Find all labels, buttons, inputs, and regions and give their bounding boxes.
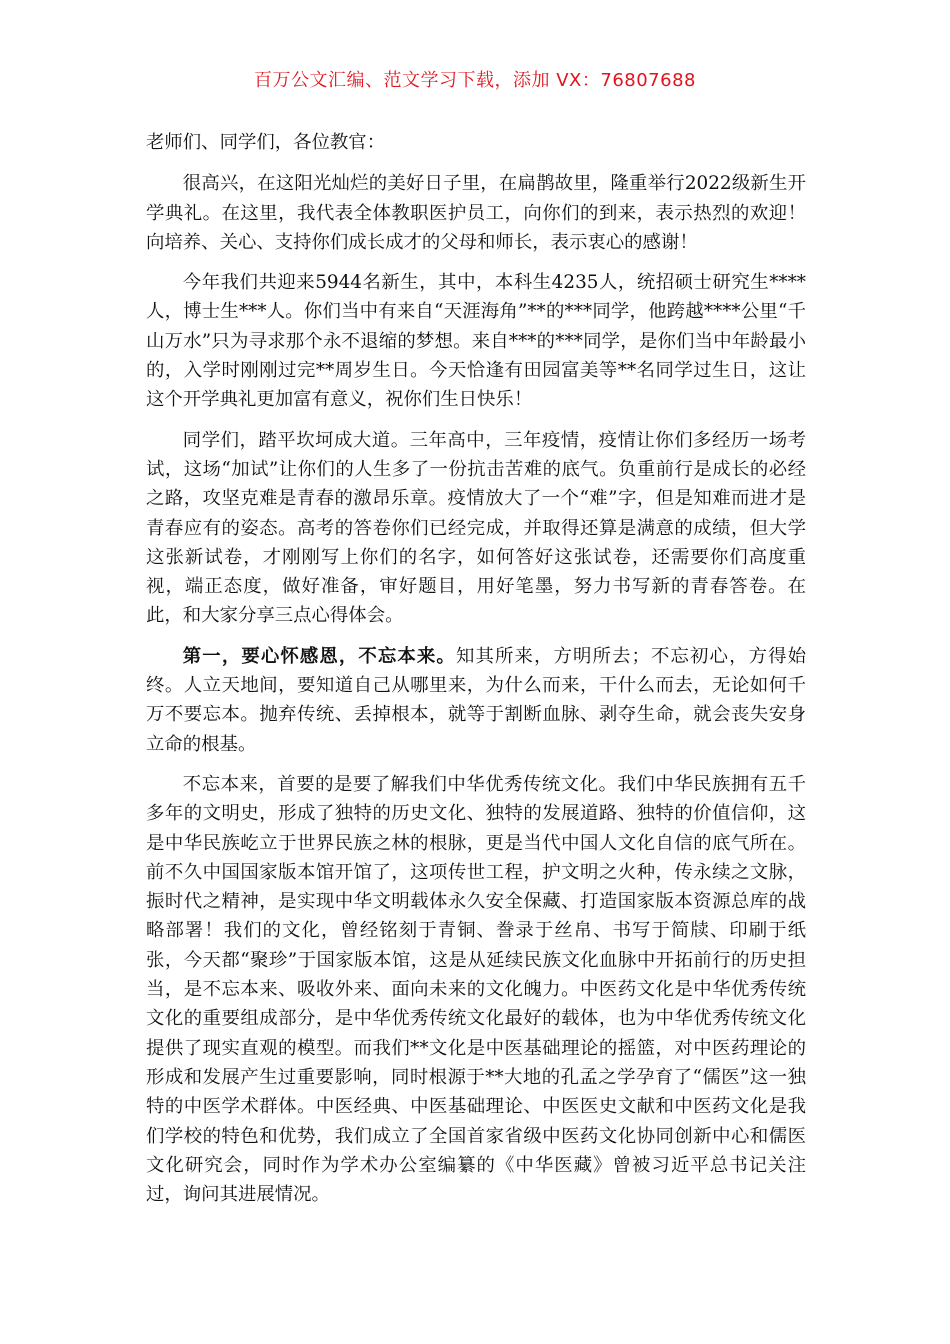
salutation: 老师们、同学们，各位教官：	[146, 132, 386, 153]
paragraph	[146, 770, 806, 1209]
paragraph-lead-first-point: 第一，要心怀感恩，不忘本来。	[182, 645, 456, 667]
paragraph-text: 今年我们共迎来5944名新生，其中，本科生4235人，统招硕士研究生****人，博士生***人。你们当中有来自“天涯海角”**的***同学，他跨越****公里“千山万水”只为寻求那个永不退缩的梦想。来自***的***同学，是你们当中年龄最小的，入学时刚刚过完**周岁生日。今天恰逢有田园富美等**名同学过生日，这让这个开学典礼更加富有意义，祝你们生日快乐！	[146, 272, 806, 411]
paragraph-text: 同学们，踏平坎坷成大道。三年高中，三年疫情，疫情让你们多经历一场考试，这场“加试”让你们的人生多了一份抗击苦难的底气。负重前行是成长的必经之路，攻坚克难是青春的激昂乐章。疫情放大了一个“难”字，但是知难而进才是青春应有的姿态。高考的答卷你们已经完成，并取得还算是满意的成绩，但大学这张新试卷，才刚刚写上你们的名字，如何答好这张试卷，还需要你们高度重视，端正态度，做好准备，审好题目，用好笔墨，努力书写新的青春答卷。在此，和大家分享三点心得体会。	[146, 429, 806, 627]
document-body	[146, 128, 806, 1220]
paragraph-text: 知其所来，方明所去；不忘初心，方得始终。人立天地间，要知道自己从哪里来，为什么而来，干什么而去，无论如何千万不要忘本。抛弃传统、丢掉根本，就等于割断血脉、剥夺生命，就会丧失安身立命的根基。	[146, 645, 806, 755]
header-banner: 百万公文汇编、范文学习下载，添加 VX：76807688	[254, 70, 696, 91]
paragraph	[146, 426, 806, 631]
paragraph-text: 很高兴，在这阳光灿烂的美好日子里，在扁鹊故里，隆重举行2022级新生开学典礼。在这里，我代表全体教职医护员工，向你们的到来，表示热烈的欢迎！向培养、关心、支持你们成长成才的父母和师长，表示衷心的感谢！	[146, 173, 806, 253]
paragraph	[146, 642, 806, 759]
paragraph	[146, 169, 806, 257]
paragraph-text: 不忘本来，首要的是要了解我们中华优秀传统文化。我们中华民族拥有五千多年的文明史，形成了独特的历史文化、独特的发展道路、独特的价值信仰，这是中华民族屹立于世界民族之林的根脉，更是当代中国人文化自信的底气所在。前不久中国国家版本馆开馆了，这项传世工程，护文明之火种，传永续之文脉，振时代之精神，是实现中华文明载体永久安全保藏、打造国家版本资源总库的战略部署！我们的文化，曾经铭刻于青铜、誊录于丝帛、书写于简牍、印刷于纸张，今天都“聚珍”于国家版本馆，这是从延续民族文化血脉中开拓前行的历史担当，是不忘本来、吸收外来、面向未来的文化魄力。中医药文化是中华优秀传统文化的重要组成部分，是中华优秀传统文化最好的载体，也为中华优秀传统文化提供了现实直观的模型。而我们**文化是中医基础理论的摇篮，对中医药理论的形成和发展产生过重要影响，同时根源于**大地的孔孟之学孕育了“儒医”这一独特的中医学术群体。中医经典、中医基础理论、中医医史文献和中医药文化是我们学校的特色和优势，我们成立了全国首家省级中医药文化协同创新中心和儒医文化研究会，同时作为学术办公室编纂的《中华医藏》曾被习近平总书记关注过，询问其进展情况。	[146, 773, 806, 1206]
paragraph	[146, 268, 806, 414]
